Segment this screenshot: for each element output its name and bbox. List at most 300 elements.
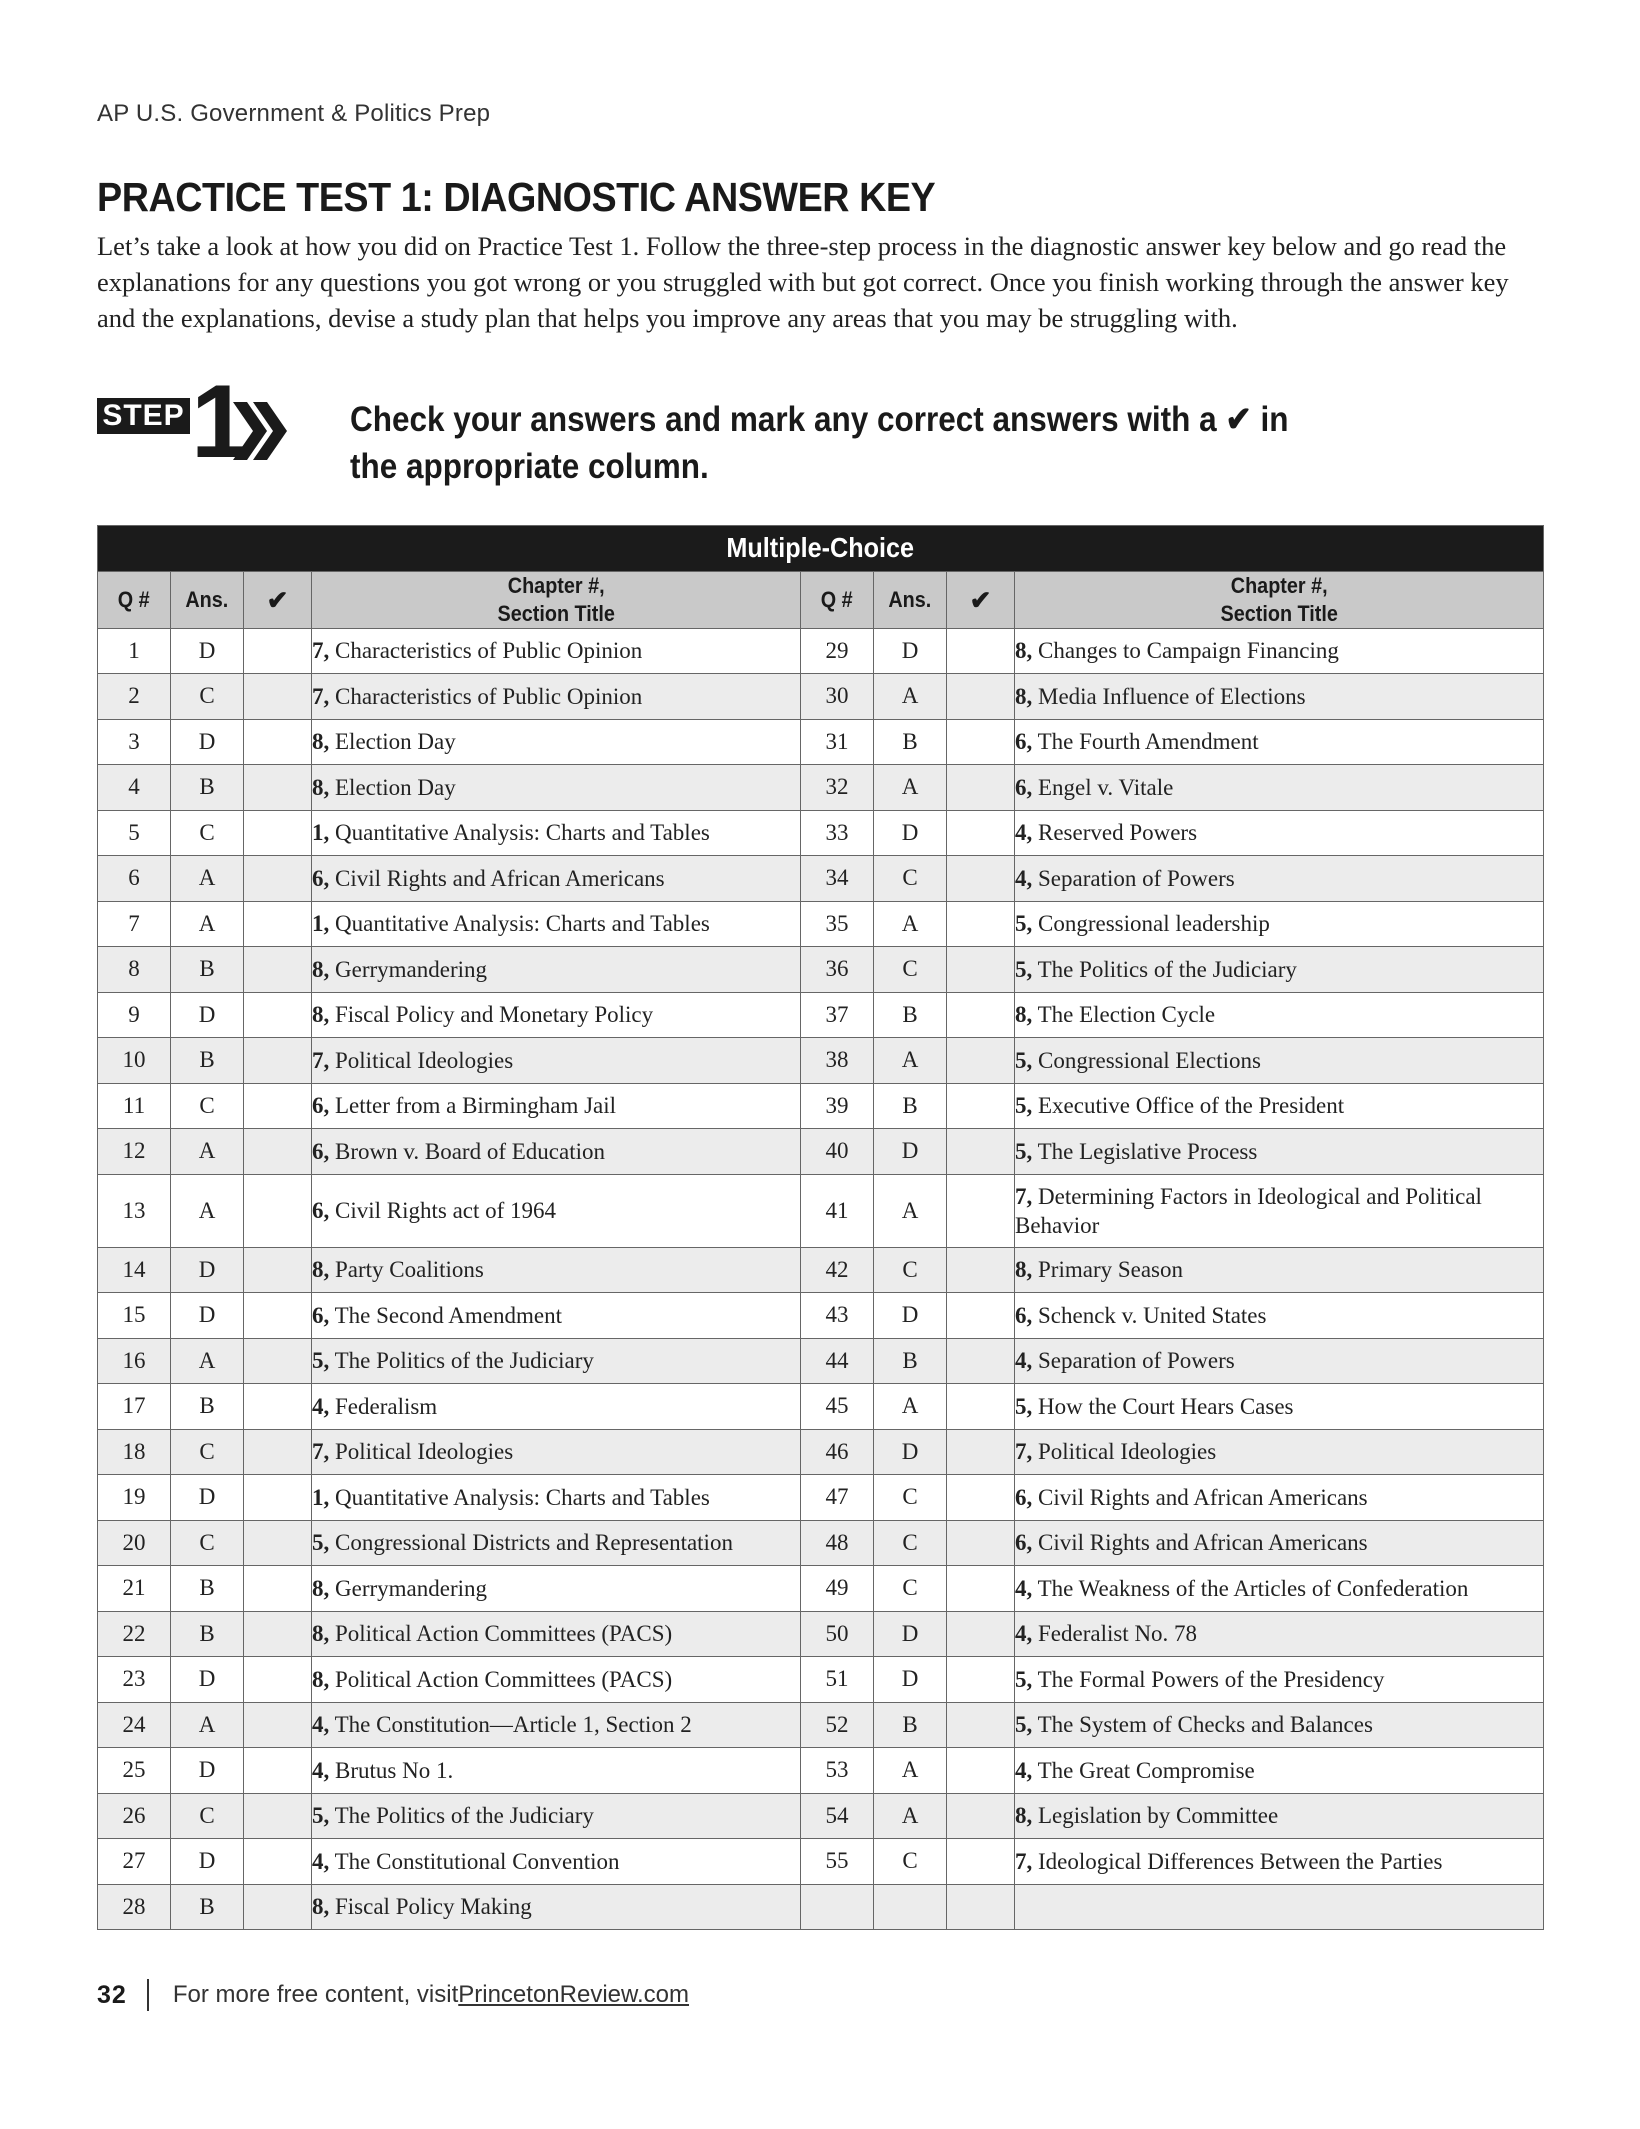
check-cell[interactable] [244, 1748, 312, 1794]
table-row [98, 1475, 1544, 1521]
check-cell[interactable] [947, 1611, 1015, 1657]
section-title: The Constitution—Article 1, Section 2 [334, 1712, 692, 1738]
chapter-section-cell [312, 1338, 801, 1384]
check-cell[interactable] [947, 1038, 1015, 1084]
answer-letter: A [171, 1174, 244, 1247]
chapter-number: 5, [1015, 911, 1033, 937]
section-title: The Great Compromise [1037, 1757, 1255, 1783]
chapter-number: 6, [312, 1138, 330, 1164]
section-title: The Second Amendment [334, 1302, 562, 1328]
section-title: The Constitutional Convention [334, 1848, 620, 1874]
chapter-number: 5, [1015, 1666, 1033, 1692]
question-number: 39 [801, 1083, 874, 1129]
section-title: Schenck v. United States [1038, 1302, 1267, 1328]
chapter-number: 5, [1015, 1712, 1033, 1738]
section-title: Civil Rights act of 1964 [335, 1198, 557, 1223]
check-cell[interactable] [947, 1793, 1015, 1839]
section-title: Brown v. Board of Education [335, 1138, 605, 1164]
question-number: 17 [98, 1384, 171, 1430]
chapter-number: 4, [1015, 1575, 1033, 1601]
table-row [98, 1793, 1544, 1839]
answer-letter: D [874, 1129, 947, 1175]
table-row [98, 1657, 1544, 1703]
answer-letter: B [874, 1338, 947, 1384]
chapter-number: 6, [312, 1198, 330, 1223]
chapter-section-cell [1015, 1083, 1544, 1129]
chapter-number: 7, [312, 683, 330, 709]
col-header-chapter: Chapter #, Section Title [312, 571, 801, 628]
answer-letter: D [171, 1839, 244, 1885]
section-title: Federalism [335, 1393, 438, 1419]
question-number: 6 [98, 856, 171, 902]
chapter-section-cell [1015, 765, 1544, 811]
col-header-q: Q # [801, 571, 874, 628]
answer-letter: B [171, 947, 244, 993]
chapter-section-cell [312, 810, 801, 856]
chapter-number: 7, [1015, 1183, 1033, 1209]
chapter-number: 5, [312, 1348, 330, 1374]
answer-letter: D [874, 628, 947, 674]
check-cell[interactable] [947, 1748, 1015, 1794]
col-header-check [244, 571, 312, 628]
page-number: 32 [97, 1980, 127, 2009]
chapter-section-cell [1015, 1793, 1544, 1839]
check-cell[interactable] [947, 1702, 1015, 1748]
check-cell[interactable] [244, 947, 312, 993]
check-cell[interactable] [947, 901, 1015, 947]
chapter-number: 4, [1015, 820, 1033, 846]
footer-text: For more free content, visit [172, 1981, 459, 2008]
check-cell[interactable] [244, 1611, 312, 1657]
chapter-section-cell [1015, 1247, 1544, 1293]
question-number: 4 [98, 765, 171, 811]
chapter-number: 8, [1015, 1803, 1033, 1829]
answer-letter: D [171, 719, 244, 765]
answer-letter: C [874, 1247, 947, 1293]
question-number: 28 [98, 1884, 171, 1930]
answer-letter: A [874, 765, 947, 811]
table-heading: Multiple-Choice [98, 526, 1544, 572]
chapter-number: 7, [312, 638, 330, 664]
section-title: Reserved Powers [1038, 820, 1198, 846]
question-number: 51 [801, 1657, 874, 1703]
section-title: Fiscal Policy Making [335, 1894, 532, 1920]
chapter-number: 8, [312, 1002, 330, 1028]
answer-letter: D [171, 1475, 244, 1521]
chapter-section-cell [312, 1702, 801, 1748]
table-row [98, 947, 1544, 993]
check-cell[interactable] [244, 1702, 312, 1748]
answer-letter: D [171, 1247, 244, 1293]
table-row [98, 1566, 1544, 1612]
check-cell[interactable] [244, 628, 312, 674]
answer-letter: D [874, 1429, 947, 1475]
chapter-section-cell [1015, 1520, 1544, 1566]
chapter-section-cell [312, 992, 801, 1038]
question-number: 7 [98, 901, 171, 947]
table-row [98, 810, 1544, 856]
check-cell[interactable] [244, 1293, 312, 1339]
answer-letter: A [171, 856, 244, 902]
answer-letter: D [874, 1611, 947, 1657]
check-cell[interactable] [947, 1475, 1015, 1521]
check-cell[interactable] [947, 1839, 1015, 1885]
answer-rows [98, 628, 1544, 1930]
section-title: Ideological Differences Between the Parties [1038, 1848, 1443, 1874]
chapter-section-cell [1015, 1566, 1544, 1612]
answer-letter: C [171, 1083, 244, 1129]
chapter-section-cell [312, 1520, 801, 1566]
check-cell[interactable] [244, 1520, 312, 1566]
check-cell[interactable] [947, 628, 1015, 674]
check-cell[interactable] [244, 992, 312, 1038]
question-number: 12 [98, 1129, 171, 1175]
section-title: The Election Cycle [1037, 1002, 1216, 1028]
chapter-section-cell [312, 628, 801, 674]
table-row [98, 1520, 1544, 1566]
question-number: 23 [98, 1657, 171, 1703]
chapter-number: 8, [1015, 638, 1033, 664]
chapter-number: 1, [312, 820, 330, 846]
chapter-number: 7, [312, 1047, 330, 1073]
check-cell[interactable] [244, 856, 312, 902]
answer-letter: C [874, 1566, 947, 1612]
section-title: Fiscal Policy and Monetary Policy [335, 1002, 654, 1028]
question-number: 5 [98, 810, 171, 856]
answer-letter: A [874, 1793, 947, 1839]
chapter-section-cell [312, 1611, 801, 1657]
question-number: 45 [801, 1384, 874, 1430]
chapter-section-cell [1015, 947, 1544, 993]
check-cell[interactable] [244, 765, 312, 811]
question-number: 38 [801, 1038, 874, 1084]
check-cell[interactable] [947, 765, 1015, 811]
answer-letter: A [171, 901, 244, 947]
question-number: 18 [98, 1429, 171, 1475]
section-title: Election Day [335, 729, 456, 755]
question-number: 3 [98, 719, 171, 765]
check-cell[interactable] [244, 1657, 312, 1703]
intro-paragraph: Let’s take a look at how you did on Practice Test 1. Follow the three-step process in the diagnostic answer key below and go read the explanations for any questions you got wrong or you struggled with but got correct. Once you finish working through the answer key and the explanations, devise a study plan that helps you improve any areas that you may be struggling with. [97, 231, 1509, 333]
chapter-section-cell [1015, 719, 1544, 765]
section-title: Political Action Committees (PACS) [335, 1666, 673, 1692]
check-cell[interactable] [244, 1475, 312, 1521]
chapter-section-cell [312, 765, 801, 811]
step-number: 1 [191, 364, 245, 480]
chapter-section-cell [1015, 1384, 1544, 1430]
answer-letter: A [874, 674, 947, 720]
chapter-number: 4, [1015, 1757, 1033, 1783]
section-title: Political Action Committees (PACS) [335, 1621, 673, 1647]
check-cell[interactable] [244, 1129, 312, 1175]
section-title: Characteristics of Public Opinion [335, 638, 643, 664]
section-title: Congressional leadership [1038, 911, 1270, 937]
check-cell[interactable] [947, 1174, 1015, 1247]
section-title: Quantitative Analysis: Charts and Tables [335, 1484, 710, 1510]
question-number [801, 1884, 874, 1930]
answer-letter: B [874, 719, 947, 765]
chapter-section-cell [1015, 1611, 1544, 1657]
chapter-section-cell [1015, 1338, 1544, 1384]
chapter-number: 8, [1015, 1257, 1033, 1283]
table-row [98, 1247, 1544, 1293]
check-cell[interactable] [947, 1083, 1015, 1129]
chapter-number: 8, [1015, 1002, 1033, 1028]
section-title: Quantitative Analysis: Charts and Tables [335, 911, 710, 937]
check-cell[interactable] [244, 1839, 312, 1885]
section-title: Separation of Powers [1038, 1348, 1235, 1374]
check-cell[interactable] [947, 810, 1015, 856]
chapter-number: 8, [312, 1257, 330, 1283]
question-number: 31 [801, 719, 874, 765]
check-cell[interactable] [244, 901, 312, 947]
section-title: The Politics of the Judiciary [334, 1803, 594, 1829]
question-number: 8 [98, 947, 171, 993]
col-header-q: Q # [98, 571, 171, 628]
section-title: Civil Rights and African Americans [335, 865, 665, 891]
chapter-number: 8, [312, 1621, 330, 1647]
check-cell[interactable] [947, 992, 1015, 1038]
table-row [98, 1038, 1544, 1084]
chapter-number: 8, [312, 1666, 330, 1692]
answer-letter: A [874, 1748, 947, 1794]
check-cell[interactable] [244, 1038, 312, 1084]
section-title: The Politics of the Judiciary [334, 1348, 594, 1374]
check-cell[interactable] [244, 1083, 312, 1129]
table-row [98, 1702, 1544, 1748]
chapter-section-cell [312, 1748, 801, 1794]
question-number: 15 [98, 1293, 171, 1339]
question-number: 46 [801, 1429, 874, 1475]
table-row [98, 628, 1544, 674]
check-cell[interactable] [947, 1884, 1015, 1930]
chapter-section-cell [312, 1293, 801, 1339]
check-cell[interactable] [947, 947, 1015, 993]
chapter-number: 6, [1015, 1484, 1033, 1510]
answer-letter: B [171, 1884, 244, 1930]
chapter-section-cell [312, 1884, 801, 1930]
check-cell[interactable] [244, 810, 312, 856]
question-number: 32 [801, 765, 874, 811]
answer-letter: A [874, 901, 947, 947]
question-number: 34 [801, 856, 874, 902]
answer-key-table [97, 525, 1544, 1930]
check-cell[interactable] [947, 856, 1015, 902]
check-cell[interactable] [244, 1338, 312, 1384]
chapter-section-cell [312, 1384, 801, 1430]
check-cell[interactable] [947, 1129, 1015, 1175]
answer-letter: A [874, 1174, 947, 1247]
check-cell[interactable] [947, 1384, 1015, 1430]
chapter-number: 6, [312, 1302, 330, 1328]
answer-letter: B [171, 1038, 244, 1084]
section-title: Changes to Campaign Financing [1038, 638, 1339, 664]
question-number: 29 [801, 628, 874, 674]
answer-letter: C [171, 1793, 244, 1839]
check-cell[interactable] [947, 674, 1015, 720]
chapter-section-cell [312, 1174, 801, 1247]
section-title: The System of Checks and Balances [1037, 1712, 1373, 1738]
answer-letter: A [874, 1384, 947, 1430]
chapter-section-cell [312, 1475, 801, 1521]
chapter-number: 5, [1015, 956, 1033, 982]
section-title: Engel v. Vitale [1038, 774, 1174, 800]
double-chevron-icon [233, 402, 289, 460]
answer-letter: B [171, 1384, 244, 1430]
col-header-chapter: Chapter #, Section Title [1015, 571, 1544, 628]
footer-link[interactable]: PrincetonReview.com [458, 1981, 690, 2008]
question-number: 53 [801, 1748, 874, 1794]
answer-letter: B [171, 765, 244, 811]
section-title: Political Ideologies [335, 1439, 514, 1465]
chapter-section-cell [312, 674, 801, 720]
chapter-number: 8, [312, 1894, 330, 1920]
chapter-number: 5, [1015, 1047, 1033, 1073]
section-title: Congressional Elections [1038, 1047, 1261, 1073]
question-number: 20 [98, 1520, 171, 1566]
section-title: Civil Rights and African Americans [1038, 1530, 1368, 1556]
chapter-number: 7, [312, 1439, 330, 1465]
question-number: 26 [98, 1793, 171, 1839]
chapter-number: 8, [1015, 683, 1033, 709]
answer-letter: B [874, 1083, 947, 1129]
question-number: 14 [98, 1247, 171, 1293]
answer-letter: A [171, 1129, 244, 1175]
chapter-section-cell [1015, 1839, 1544, 1885]
chapter-section-cell [1015, 1038, 1544, 1084]
chapter-section-cell [312, 856, 801, 902]
check-cell[interactable] [947, 719, 1015, 765]
question-number: 22 [98, 1611, 171, 1657]
col-header-ans: Ans. [171, 571, 244, 628]
col-header-check [947, 571, 1015, 628]
check-cell[interactable] [244, 1793, 312, 1839]
check-cell[interactable] [244, 719, 312, 765]
table-row [98, 674, 1544, 720]
answer-letter: C [171, 674, 244, 720]
answer-letter: D [171, 1748, 244, 1794]
chapter-section-cell [312, 719, 801, 765]
section-title: Legislation by Committee [1038, 1803, 1279, 1829]
table-row [98, 992, 1544, 1038]
question-number: 35 [801, 901, 874, 947]
table-row [98, 719, 1544, 765]
question-number: 1 [98, 628, 171, 674]
section-title: Political Ideologies [335, 1047, 514, 1073]
check-cell[interactable] [244, 674, 312, 720]
chapter-section-cell [1015, 1475, 1544, 1521]
chapter-number: 4, [312, 1757, 330, 1783]
question-number: 27 [98, 1839, 171, 1885]
answer-letter: A [171, 1702, 244, 1748]
chapter-section-cell [312, 1566, 801, 1612]
chapter-number: 5, [312, 1530, 330, 1556]
chapter-section-cell [312, 1247, 801, 1293]
question-number: 11 [98, 1083, 171, 1129]
table-row [98, 1839, 1544, 1885]
check-cell[interactable] [244, 1247, 312, 1293]
question-number: 33 [801, 810, 874, 856]
question-number: 10 [98, 1038, 171, 1084]
chapter-number: 8, [312, 774, 330, 800]
question-number: 41 [801, 1174, 874, 1247]
section-title: Political Ideologies [1038, 1439, 1217, 1465]
table-row [98, 1429, 1544, 1475]
check-cell[interactable] [947, 1520, 1015, 1566]
question-number: 44 [801, 1338, 874, 1384]
check-cell[interactable] [947, 1247, 1015, 1293]
chapter-section-cell [1015, 628, 1544, 674]
chapter-number: 6, [1015, 774, 1033, 800]
chapter-number: 6, [1015, 1530, 1033, 1556]
table-row [98, 1384, 1544, 1430]
chapter-number: 4, [312, 1712, 330, 1738]
section-title: Election Day [335, 774, 456, 800]
answer-letter: D [171, 1657, 244, 1703]
chapter-section-cell [312, 1129, 801, 1175]
section-title: Party Coalitions [335, 1257, 484, 1283]
check-cell[interactable] [244, 1884, 312, 1930]
check-cell[interactable] [947, 1566, 1015, 1612]
checkmark-icon: ✔ [266, 584, 289, 615]
chapter-section-cell [1015, 901, 1544, 947]
check-cell[interactable] [947, 1338, 1015, 1384]
question-number: 55 [801, 1839, 874, 1885]
table-row [98, 1884, 1544, 1930]
chapter-section-cell [1015, 1748, 1544, 1794]
chapter-number: 8, [312, 956, 330, 982]
check-cell[interactable] [947, 1293, 1015, 1339]
section-title: Primary Season [1038, 1257, 1184, 1283]
answer-letter: C [171, 1429, 244, 1475]
section-title: Congressional Districts and Representation [335, 1530, 733, 1556]
answer-letter: B [171, 1566, 244, 1612]
table-row [98, 765, 1544, 811]
chapter-section-cell [1015, 992, 1544, 1038]
check-cell[interactable] [244, 1174, 312, 1247]
chapter-section-cell [1015, 810, 1544, 856]
answer-letter: C [171, 1520, 244, 1566]
chapter-section-cell [312, 1429, 801, 1475]
question-number: 54 [801, 1793, 874, 1839]
chapter-section-cell [1015, 1174, 1544, 1247]
answer-letter: C [874, 856, 947, 902]
chapter-number: 4, [312, 1393, 330, 1419]
answer-letter: B [874, 992, 947, 1038]
question-number: 13 [98, 1174, 171, 1247]
question-number: 40 [801, 1129, 874, 1175]
chapter-section-cell [312, 1038, 801, 1084]
check-cell[interactable] [947, 1657, 1015, 1703]
check-cell[interactable] [244, 1384, 312, 1430]
answer-letter: D [171, 992, 244, 1038]
table-row [98, 1611, 1544, 1657]
section-title: The Formal Powers of the Presidency [1037, 1666, 1385, 1692]
chapter-number: 6, [1015, 729, 1033, 755]
answer-letter: D [874, 810, 947, 856]
check-cell[interactable] [244, 1566, 312, 1612]
section-title: The Legislative Process [1037, 1138, 1258, 1164]
check-cell[interactable] [244, 1429, 312, 1475]
page-title: PRACTICE TEST 1: DIAGNOSTIC ANSWER KEY [97, 174, 936, 220]
question-number: 50 [801, 1611, 874, 1657]
chapter-number: 4, [1015, 1621, 1033, 1647]
answer-letter: C [874, 1475, 947, 1521]
check-cell[interactable] [947, 1429, 1015, 1475]
answer-letter: C [874, 1839, 947, 1885]
answer-letter: C [171, 810, 244, 856]
answer-letter: D [874, 1293, 947, 1339]
